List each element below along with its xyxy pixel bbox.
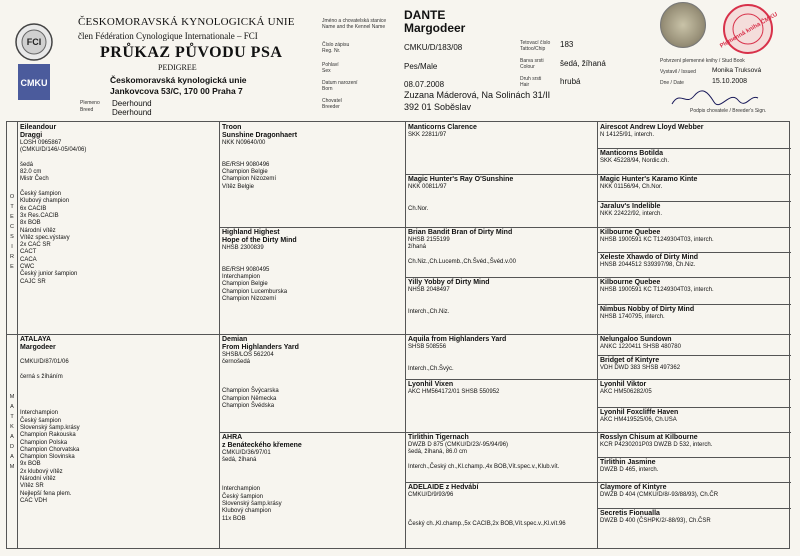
sex-value: Pes/Male bbox=[404, 62, 438, 71]
side-label-letter: S bbox=[10, 234, 14, 240]
ancestor-detail: černošedá bbox=[222, 359, 251, 366]
born-label: Datum narození Born bbox=[322, 80, 358, 92]
ancestor-name: Aquila from Highlanders Yard bbox=[408, 336, 507, 343]
ancestor-detail: Vítěz Belgie bbox=[222, 183, 255, 190]
ancestor-detail: Český šampion bbox=[20, 191, 62, 198]
ancestor-detail: AKC HM564172/01 SHSB 550952 bbox=[408, 389, 500, 395]
ancestor-detail: 3x Res.CACIB bbox=[20, 212, 59, 219]
ancestor-detail bbox=[408, 191, 594, 198]
ancestor-detail bbox=[20, 381, 216, 388]
side-label-letter: M bbox=[9, 464, 15, 470]
ancestor-detail: Champion Rakouska bbox=[20, 432, 76, 439]
ancestor-detail: NKK N09640/00 bbox=[222, 140, 266, 146]
breeder-value-2: 392 01 Soběslav bbox=[404, 102, 472, 112]
ancestor-detail: NHSB 1900591 KC T1249304T03, interch. bbox=[600, 287, 714, 293]
ancestor-detail: Interchampion bbox=[222, 274, 261, 281]
logo-fci-text: FCI bbox=[26, 37, 42, 47]
colour-label: Barva srsti Colour bbox=[520, 58, 544, 70]
union-address-1: Českomoravská kynologická unie bbox=[110, 75, 247, 85]
ancestor-detail bbox=[222, 147, 402, 154]
ancestor-detail: Mistr Čech bbox=[20, 176, 49, 183]
ancestor-detail: Interch.,Český ch.,Kl.champ.,4x BOB,Vít.spec.v.,Klub.vít. bbox=[408, 463, 560, 470]
ancestor-detail: Slovenský šamp.krásy bbox=[20, 424, 80, 431]
ancestor-name: Brian Bandit Bran of Dirty Mind bbox=[408, 229, 513, 236]
ancestor-detail: DWZB D 875 (CMKU/D/23/-95/94/96) bbox=[408, 442, 509, 448]
ancestor-detail: Ch.Nor. bbox=[408, 205, 429, 212]
ancestor-detail bbox=[20, 352, 216, 359]
pedigree-table bbox=[6, 121, 790, 549]
reg-value: CMKU/D/183/08 bbox=[404, 43, 463, 52]
dam-cell bbox=[17, 334, 219, 550]
ancestor-name: Lyonhil Vixen bbox=[408, 381, 454, 388]
grandparent-cell bbox=[219, 227, 405, 334]
breed-label-en: Breed bbox=[80, 107, 94, 113]
ancestor-detail: Národní vítěz bbox=[20, 227, 56, 234]
ancestor-detail: Český šampion bbox=[20, 417, 62, 424]
great-great-grandparent-cell bbox=[597, 407, 791, 432]
ancestor-detail: N 14125/91, interch. bbox=[600, 132, 655, 138]
ancestor-detail: Champion Švédska bbox=[222, 403, 275, 410]
great-great-grandparent-cell bbox=[597, 508, 791, 550]
side-label-letter: D bbox=[10, 444, 14, 450]
ancestor-detail: AKC HM419525/06, Ch.USA bbox=[600, 417, 677, 423]
ancestor-detail: 8x BOB bbox=[20, 220, 41, 227]
side-label-letter: A bbox=[10, 434, 14, 440]
ancestor-name: Magic Hunter's Ray O'Sunshine bbox=[408, 176, 514, 183]
ancestor-detail: 9x BOB bbox=[20, 461, 41, 468]
breeder-value-1: Zuzana Máderová, Na Solinách 31/II bbox=[404, 90, 551, 100]
ancestor-detail: Champion Belgie bbox=[222, 281, 268, 288]
ancestor-detail bbox=[222, 479, 402, 486]
union-name: ČESKOMORAVSKÁ KYNOLOGICKÁ UNIE bbox=[78, 16, 295, 28]
ancestor-detail: Český junior šampion bbox=[20, 271, 78, 278]
embossed-seal bbox=[660, 2, 706, 48]
great-grandparent-cell bbox=[405, 227, 597, 277]
great-great-grandparent-cell bbox=[597, 379, 791, 407]
ancestor-detail: SHSB 508556 bbox=[408, 344, 447, 350]
ancestor-name: ADELAIDE z Hedvábí bbox=[408, 484, 479, 491]
ancestor-detail: Slovenský šamp.krásy bbox=[222, 501, 282, 508]
ancestor-name: Tirlithin Tigernach bbox=[408, 434, 469, 441]
ancestor-detail: Český ch.,Kl.champ.,5x CACIB,2x BOB,Vít.spec.v.,Kl.vít.96 bbox=[408, 521, 566, 528]
ancestor-detail: Champion Belgie bbox=[222, 169, 268, 176]
great-grandparent-cell bbox=[405, 432, 597, 482]
ancestor-detail: šedá, žíhaná, 86.0 cm bbox=[408, 449, 468, 456]
stud-book-label: Potvrzení plemenné knihy / Stud Book bbox=[660, 58, 745, 64]
ancestor-detail: 2x CAC SR bbox=[20, 242, 51, 249]
side-label-letter: I bbox=[11, 244, 13, 250]
ancestor-detail: Champion Slovinska bbox=[20, 454, 75, 461]
ancestor-name: Highland Highest Hope of the Dirty Mind bbox=[222, 229, 297, 244]
ancestor-detail bbox=[408, 507, 594, 514]
ancestor-detail: CAJC SR bbox=[20, 278, 46, 285]
tattoo-value: 183 bbox=[560, 40, 574, 49]
great-great-grandparent-cell bbox=[597, 277, 791, 304]
ancestor-detail: šedá bbox=[20, 161, 34, 168]
born-value: 08.07.2008 bbox=[404, 80, 445, 89]
ancestor-detail: BE/RSH 9080495 bbox=[222, 266, 270, 273]
ancestor-detail bbox=[222, 472, 402, 479]
grandparent-cell bbox=[219, 122, 405, 227]
ancestor-name: Nimbus Nobby of Dirty Mind bbox=[600, 306, 695, 313]
doc-title: PRŮKAZ PŮVODU PSA bbox=[100, 44, 283, 61]
ancestor-detail bbox=[20, 184, 216, 191]
stamp-text: Plemenná kniha ČMKU bbox=[719, 11, 779, 50]
ancestor-name: Eileandour Draggi bbox=[20, 124, 57, 139]
ancestor-detail: (CMKU/D/146/-05/04/06) bbox=[20, 147, 87, 154]
great-grandparent-cell bbox=[405, 277, 597, 334]
side-label-letter: K bbox=[10, 424, 14, 430]
side-label-letter: R bbox=[10, 254, 14, 260]
ancestor-name: Secretis Fionualla bbox=[600, 510, 660, 517]
logo-cmku-text: CMKU bbox=[20, 78, 48, 88]
great-great-grandparent-cell bbox=[597, 432, 791, 457]
side-label-letter: A bbox=[10, 404, 14, 410]
colour-value: šedá, žíhaná bbox=[560, 59, 606, 68]
ancestor-name: Airescot Andrew Lloyd Webber bbox=[600, 124, 704, 131]
ancestor-detail bbox=[408, 359, 594, 366]
ancestor-detail bbox=[408, 351, 594, 358]
side-label-letter: E bbox=[10, 264, 14, 270]
side-label-letter: M bbox=[9, 394, 15, 400]
ancestor-name: Jaraluv's Indelible bbox=[600, 203, 661, 210]
great-great-grandparent-cell bbox=[597, 457, 791, 482]
ancestor-name: Claymore of Kintyre bbox=[600, 484, 667, 491]
sire-cell bbox=[17, 122, 219, 334]
ancestor-detail bbox=[408, 199, 594, 206]
dam-side-label bbox=[7, 392, 17, 472]
ancestor-detail: Národní vítěz bbox=[20, 476, 56, 483]
ancestor-detail bbox=[20, 396, 216, 403]
great-grandparent-cell bbox=[405, 174, 597, 227]
ancestor-detail: DWZB D 465, interch. bbox=[600, 467, 659, 473]
kennel-name: Margodeer bbox=[404, 21, 466, 35]
grandparent-cell bbox=[219, 432, 405, 550]
ancestor-name: Troon Sunshine Dragonhaert bbox=[222, 124, 298, 139]
issued-label: Vystavil / Issued bbox=[660, 69, 696, 75]
sire-side-label bbox=[7, 192, 17, 272]
ancestor-detail bbox=[222, 465, 402, 472]
grandparent-cell bbox=[219, 334, 405, 432]
ancestor-name: Bridget of Kintyre bbox=[600, 357, 660, 364]
sex-label: Pohlaví Sex bbox=[322, 62, 339, 74]
side-label-letter: E bbox=[10, 214, 14, 220]
side-label-letter: O bbox=[9, 194, 15, 200]
ancestor-name: Rosslyn Chisum at Kilbourne bbox=[600, 434, 698, 441]
ancestor-name: AHRA z Benáteckého křemene bbox=[222, 434, 302, 449]
ancestor-detail: CMKU/D/36/97/01 bbox=[222, 450, 271, 456]
ancestor-name: Manticorns Botilda bbox=[600, 150, 664, 157]
ancestor-name: Manticorns Clarence bbox=[408, 124, 477, 131]
ancestor-detail: Klubový champion bbox=[222, 508, 272, 515]
ancestor-detail: 2x klubový vítěz bbox=[20, 468, 63, 475]
ancestor-detail: AKC HM506282/05 bbox=[600, 389, 652, 395]
ancestor-detail bbox=[20, 403, 216, 410]
side-label-letter: T bbox=[10, 204, 14, 210]
ancestor-detail bbox=[222, 252, 402, 259]
doc-title-en: PEDIGREE bbox=[158, 63, 197, 72]
ancestor-detail: NKK 22422/92, interch. bbox=[600, 211, 663, 217]
hair-value: hrubá bbox=[560, 77, 581, 86]
ancestor-detail: Český šampion bbox=[222, 493, 264, 500]
ancestor-detail: ANKC 1220411 SHSB 480780 bbox=[600, 344, 681, 350]
date-label: Dne / Date bbox=[660, 80, 684, 86]
ancestor-detail: NHSB 2300839 bbox=[222, 245, 264, 251]
ancestor-detail: Champion Nizozemí bbox=[222, 176, 277, 183]
ancestor-name: Kilbourne Quebee bbox=[600, 229, 661, 236]
great-grandparent-cell bbox=[405, 122, 597, 174]
ancestor-detail: Champion Lucemburska bbox=[222, 288, 288, 295]
great-great-grandparent-cell bbox=[597, 355, 791, 379]
ancestor-detail: Vítěz SR bbox=[20, 483, 44, 490]
great-great-grandparent-cell bbox=[597, 227, 791, 252]
signature-label: Podpis chovatele / Breeder's Sign. bbox=[690, 108, 767, 114]
ancestor-detail: Klubový champion bbox=[20, 198, 70, 205]
great-grandparent-cell bbox=[405, 482, 597, 550]
ancestor-detail: HNSB 2044512 S39397/98, Ch.Niz. bbox=[600, 262, 696, 268]
ancestor-detail: žíhaná bbox=[408, 244, 427, 251]
ancestor-detail: NHSB 2155199 bbox=[408, 237, 450, 243]
ancestor-detail bbox=[222, 155, 402, 162]
ancestor-detail: KCR P4230201P03 DWZB D 532, interch. bbox=[600, 442, 713, 448]
great-great-grandparent-cell bbox=[597, 334, 791, 355]
breeder-signature bbox=[668, 88, 760, 108]
ancestor-detail: Champion Švýcarska bbox=[222, 388, 279, 395]
ancestor-detail: Nejlepší fena plem. bbox=[20, 490, 72, 497]
name-label: Jméno a chovatelská stanice Name and the Kennel Name bbox=[322, 18, 387, 30]
ancestor-detail: Champion Nizozemí bbox=[222, 296, 277, 303]
ancestor-name: Demian From Highlanders Yard bbox=[222, 336, 299, 351]
ancestor-detail: NHSB 1740795, interch. bbox=[600, 314, 665, 320]
ancestor-detail bbox=[408, 457, 594, 464]
side-label-letter: C bbox=[10, 224, 14, 230]
great-great-grandparent-cell bbox=[597, 304, 791, 334]
breed-label-cz: Plemeno bbox=[80, 100, 100, 106]
ancestor-name: Lyonhil Foxcliffe Haven bbox=[600, 409, 679, 416]
ancestor-name: Nelungaloo Sundown bbox=[600, 336, 672, 343]
date-value: 15.10.2008 bbox=[712, 78, 748, 85]
ancestor-detail bbox=[20, 155, 216, 162]
union-address-2: Jankovcova 53/C, 170 00 Praha 7 bbox=[110, 86, 243, 96]
ancestor-name: Yilly Yobby of Dirty Mind bbox=[408, 279, 490, 286]
ancestor-detail: SKK 45228/94, Nordic.ch. bbox=[600, 158, 670, 164]
ancestor-detail: CAC VDH bbox=[20, 497, 48, 504]
breed-value-1: Deerhound bbox=[112, 99, 152, 108]
ancestor-name: Magic Hunter's Karamo Kinte bbox=[600, 176, 698, 183]
ancestor-detail: Champion Polska bbox=[20, 439, 68, 446]
breeder-label: Chovatel Breeder bbox=[322, 98, 342, 110]
ancestor-detail: CACT bbox=[20, 249, 37, 256]
great-grandparent-cell bbox=[405, 379, 597, 432]
ancestor-detail: NKK 01156/94, Ch.Nor. bbox=[600, 184, 663, 190]
ancestor-detail bbox=[408, 252, 594, 259]
ancestor-detail: NHSB 1900591 KC T1249304T03, interch. bbox=[600, 237, 714, 243]
ancestor-detail: CWC bbox=[20, 264, 35, 271]
ancestor-detail: Interchampion bbox=[222, 486, 261, 493]
ancestor-detail: Vítěz spec.výstavy bbox=[20, 234, 70, 241]
ancestor-detail bbox=[20, 367, 216, 374]
union-membership: člen Fédération Cynologique Internationale – FCI bbox=[78, 31, 258, 41]
great-great-grandparent-cell bbox=[597, 148, 791, 174]
ancestor-detail: BE/RSH 9080496 bbox=[222, 161, 270, 168]
great-great-grandparent-cell bbox=[597, 482, 791, 508]
cmku-fci-logo bbox=[14, 14, 54, 106]
great-great-grandparent-cell bbox=[597, 252, 791, 277]
ancestor-detail: CACA bbox=[20, 256, 37, 263]
ancestor-detail: SHSB/LOS 562204 bbox=[222, 352, 274, 358]
ancestor-detail: 82.0 cm bbox=[20, 169, 42, 176]
ancestor-detail: NHSB 2048497 bbox=[408, 287, 450, 293]
hair-label: Druh srsti Hair bbox=[520, 76, 542, 88]
great-great-grandparent-cell bbox=[597, 201, 791, 227]
ancestor-name: ATALAYA Margodeer bbox=[20, 336, 56, 351]
ancestor-detail: Ch.Niz.,Ch.Lucemb.,Ch.Švéd.,Švéd.v.00 bbox=[408, 258, 516, 265]
ancestor-detail: NKK 00811/97 bbox=[408, 184, 447, 190]
great-great-grandparent-cell bbox=[597, 174, 791, 201]
ancestor-detail bbox=[222, 374, 402, 381]
ancestor-detail: VDH DWD 383 SHSB 497362 bbox=[600, 365, 681, 371]
ancestor-detail: Champion Německa bbox=[222, 395, 277, 402]
ancestor-detail bbox=[20, 388, 216, 395]
ancestor-detail: LOSH 0965867 bbox=[20, 140, 62, 146]
ancestor-detail: 6x CACIB bbox=[20, 205, 47, 212]
ancestor-name: Lyonhil Viktor bbox=[600, 381, 647, 388]
ancestor-detail: Interch.,Ch.Niz. bbox=[408, 308, 450, 315]
ancestor-detail: Interch.,Ch.Švýc. bbox=[408, 365, 454, 372]
ancestor-detail: CMKU/D/87/01/06 bbox=[20, 359, 69, 366]
ancestor-detail bbox=[408, 302, 594, 309]
ancestor-detail: DWZB D 400 (ČSHPK/2/-88/93), Ch.ČSR bbox=[600, 518, 711, 524]
ancestor-detail: Champion Chorvatska bbox=[20, 446, 80, 453]
reg-label: Číslo zápisu Reg. Nr. bbox=[322, 42, 350, 54]
ancestor-detail bbox=[408, 294, 594, 301]
ancestor-name: Xeleste Xhawdo of Dirty Mind bbox=[600, 254, 699, 261]
ancestor-detail: Interchampion bbox=[20, 410, 59, 417]
ancestor-detail: šedá, žíhaná bbox=[222, 457, 257, 464]
ancestor-detail: SKK 22811/97 bbox=[408, 132, 447, 138]
ancestor-detail: CMKU/D/9/93/96 bbox=[408, 492, 454, 498]
ancestor-detail: DWZB D 404 (CMKU/D/8/-93/88/93), Ch.ČR bbox=[600, 492, 719, 498]
ancestor-detail bbox=[408, 499, 594, 506]
ancestor-detail bbox=[222, 367, 402, 374]
great-great-grandparent-cell bbox=[597, 122, 791, 148]
side-label-letter: A bbox=[10, 454, 14, 460]
dog-name: DANTE bbox=[404, 8, 446, 22]
issued-value: Monika Truksová bbox=[712, 67, 762, 74]
great-grandparent-cell bbox=[405, 334, 597, 379]
ancestor-detail: 11x BOB bbox=[222, 515, 246, 522]
side-label-letter: T bbox=[10, 414, 14, 420]
tattoo-label: Tetovací číslo Tattoo/Chip bbox=[520, 40, 551, 52]
ancestor-name: Kilbourne Quebee bbox=[600, 279, 661, 286]
stud-book-stamp bbox=[719, 4, 779, 54]
ancestor-detail: černá s žíháním bbox=[20, 373, 63, 380]
ancestor-name: Tirlithin Jasmine bbox=[600, 459, 656, 466]
breed-value-2: Deerhound bbox=[112, 108, 152, 117]
ancestor-detail bbox=[222, 260, 402, 267]
